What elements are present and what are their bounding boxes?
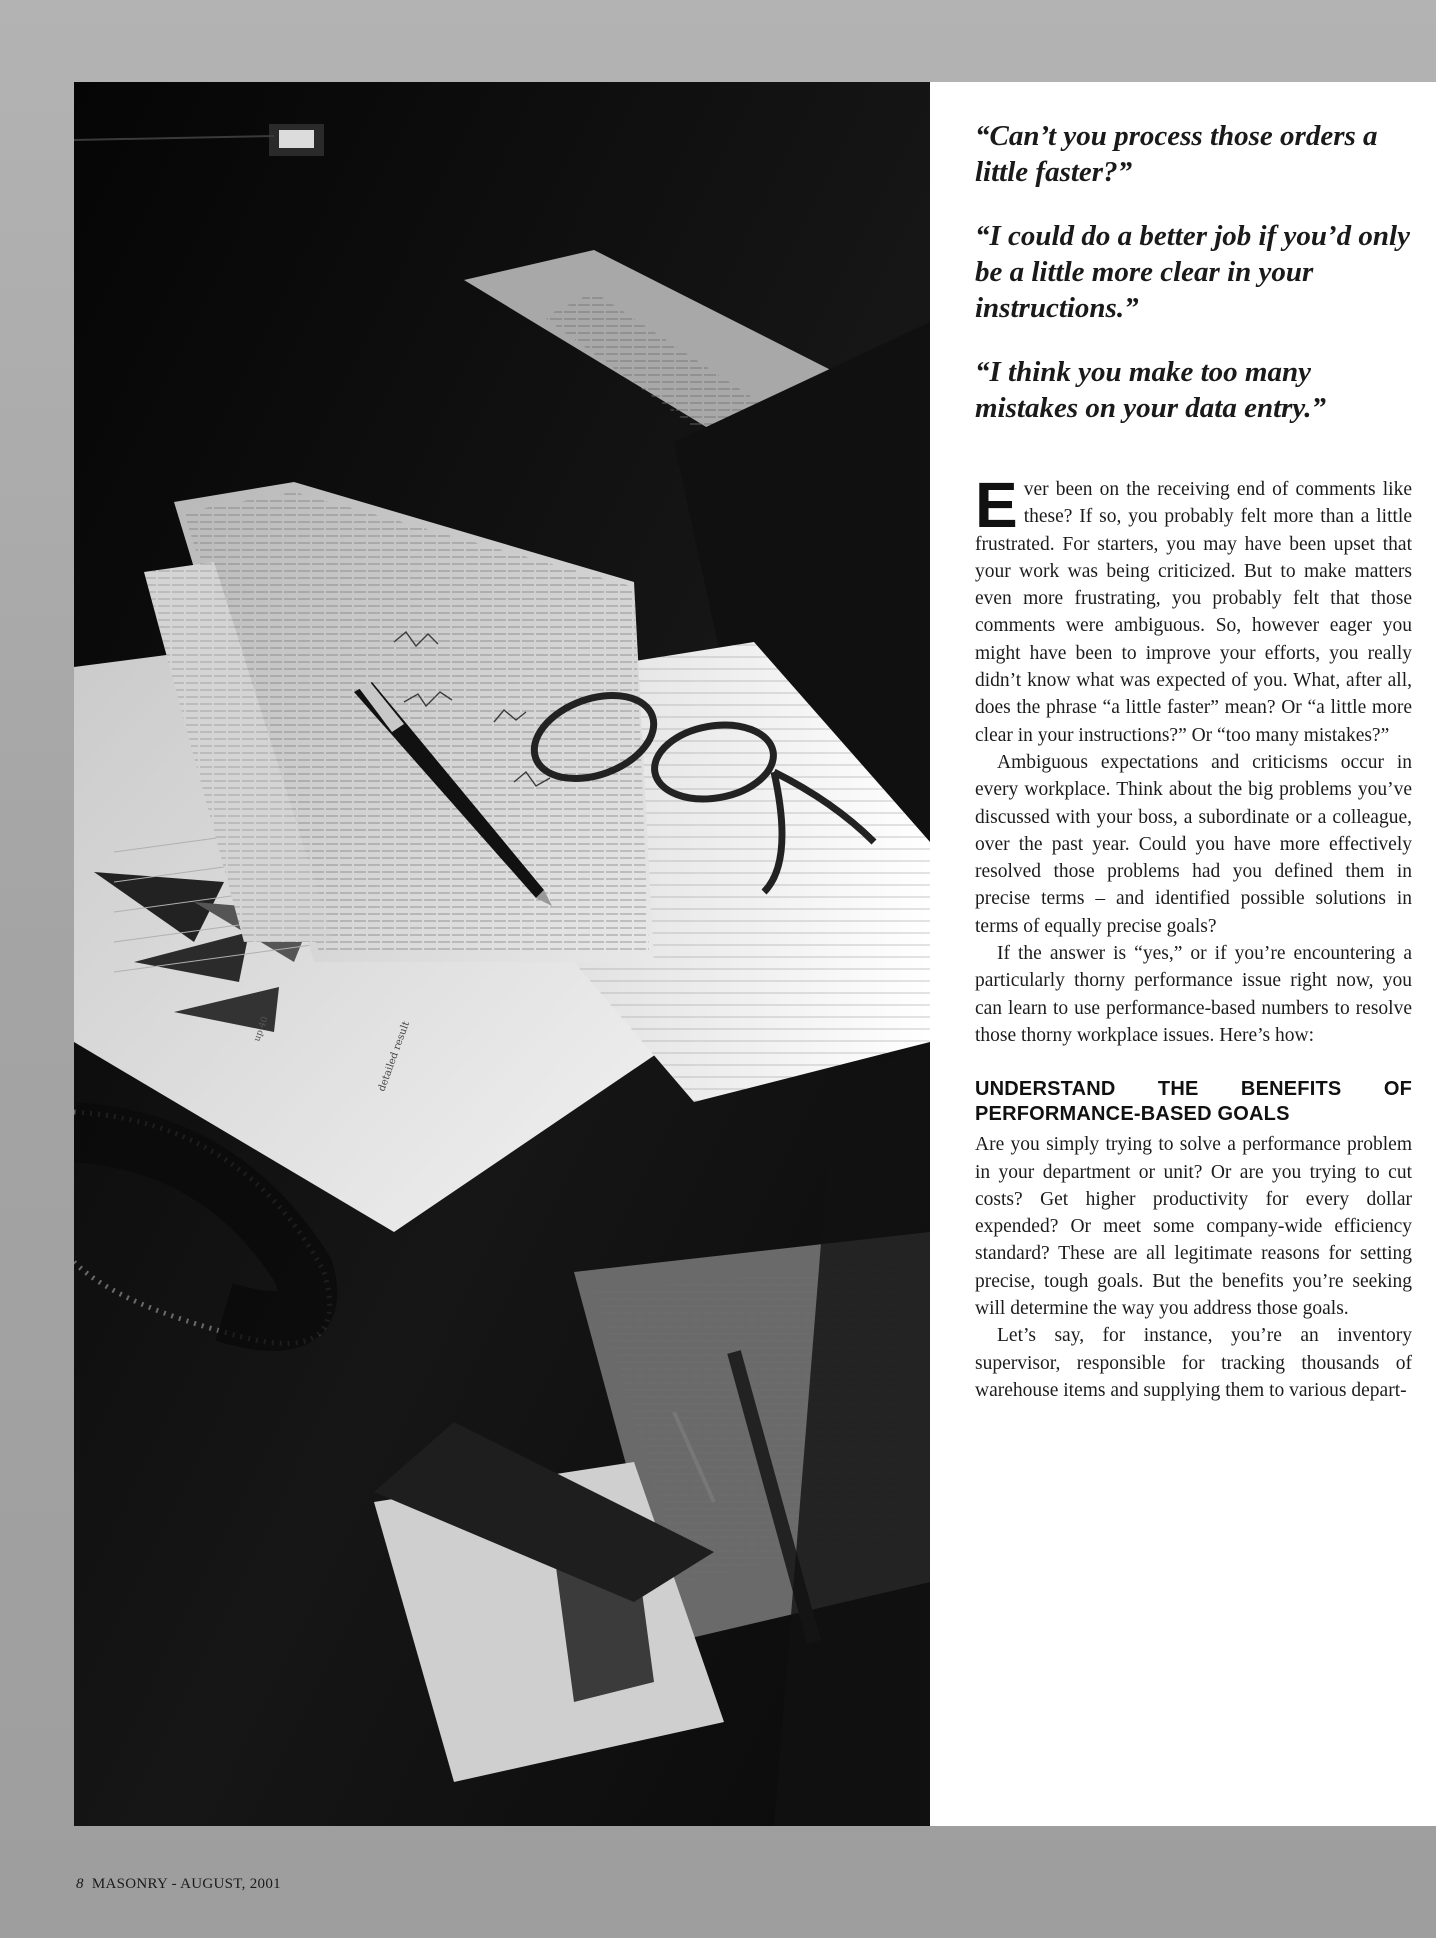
article-body <box>975 469 1412 1404</box>
paragraph-1 <box>975 469 1412 749</box>
article-photo <box>74 82 930 1826</box>
pull-quote-2: “I could do a better job if you’d only be a little more clear in your instructions.” <box>975 220 1410 324</box>
paragraph-5: Let’s say, for instance, you’re an inventory supervisor, responsible for tracking thousands of warehouse items and supplying them to various depart- <box>975 1325 1412 1401</box>
drop-cap: E <box>975 469 1018 541</box>
pull-quote-3: “I think you make too many mistakes on your data entry.” <box>975 356 1326 424</box>
paragraph-1-text: ver been on the receiving end of comments like these? If so, you probably felt more than a little frustrated. For starters, you may have been upset that your work was being criticized. But to make matters even more frustrating, you probably felt that those comments were ambiguous. So, however eager you might have been to improve your efforts, you really didn’t know what was expected of you. What, after all, does the phrase “a little faster” mean? Or “a little more clear in your instructions?” Or “too many mistakes?” <box>975 479 1412 746</box>
svg-text:detailed result: detailed result <box>376 1020 413 1094</box>
article-text-inner <box>975 118 1412 1404</box>
page-footer <box>76 1876 281 1893</box>
paragraph-2: Ambiguous expectations and criticisms occur in every workplace. Think about the big problems you’ve discussed with your boss, a subordinate or a colleague, over the past year. Could you have more effectively resolved those problems had you defined them in precise terms – and identified possible solutions in terms of equally precise goals? <box>975 751 1412 937</box>
svg-text:up 40: up 40 <box>252 1015 271 1044</box>
publication-line: MASONRY - AUGUST, 2001 <box>91 1876 281 1892</box>
paragraph-4: Are you simply trying to solve a performance problem in your department or unit? Or are you trying to cut costs? Get higher productivity for every dollar expended? Or meet some company-wide efficiency standard? These are all legitimate reasons for setting precise, tough goals. But the benefits you’re seeking will determine the way you address those goals. <box>975 1134 1412 1320</box>
pull-quote-1: “Can’t you process those orders a little faster?” <box>975 120 1378 188</box>
article-text-column <box>930 82 1436 1826</box>
desk-with-newspaper-pen-glasses-photo <box>74 82 930 1826</box>
paragraph-3: If the answer is “yes,” or if you’re encountering a particularly thorny performance issue right now, you can learn to use performance-based numbers to resolve those thorny workplace issues. Here’s how: <box>975 943 1412 1046</box>
page-number: 8 <box>76 1876 84 1892</box>
section-heading: UNDERSTAND THE BENEFITS OF PERFORMANCE-BASED GOALS <box>975 1078 1412 1126</box>
